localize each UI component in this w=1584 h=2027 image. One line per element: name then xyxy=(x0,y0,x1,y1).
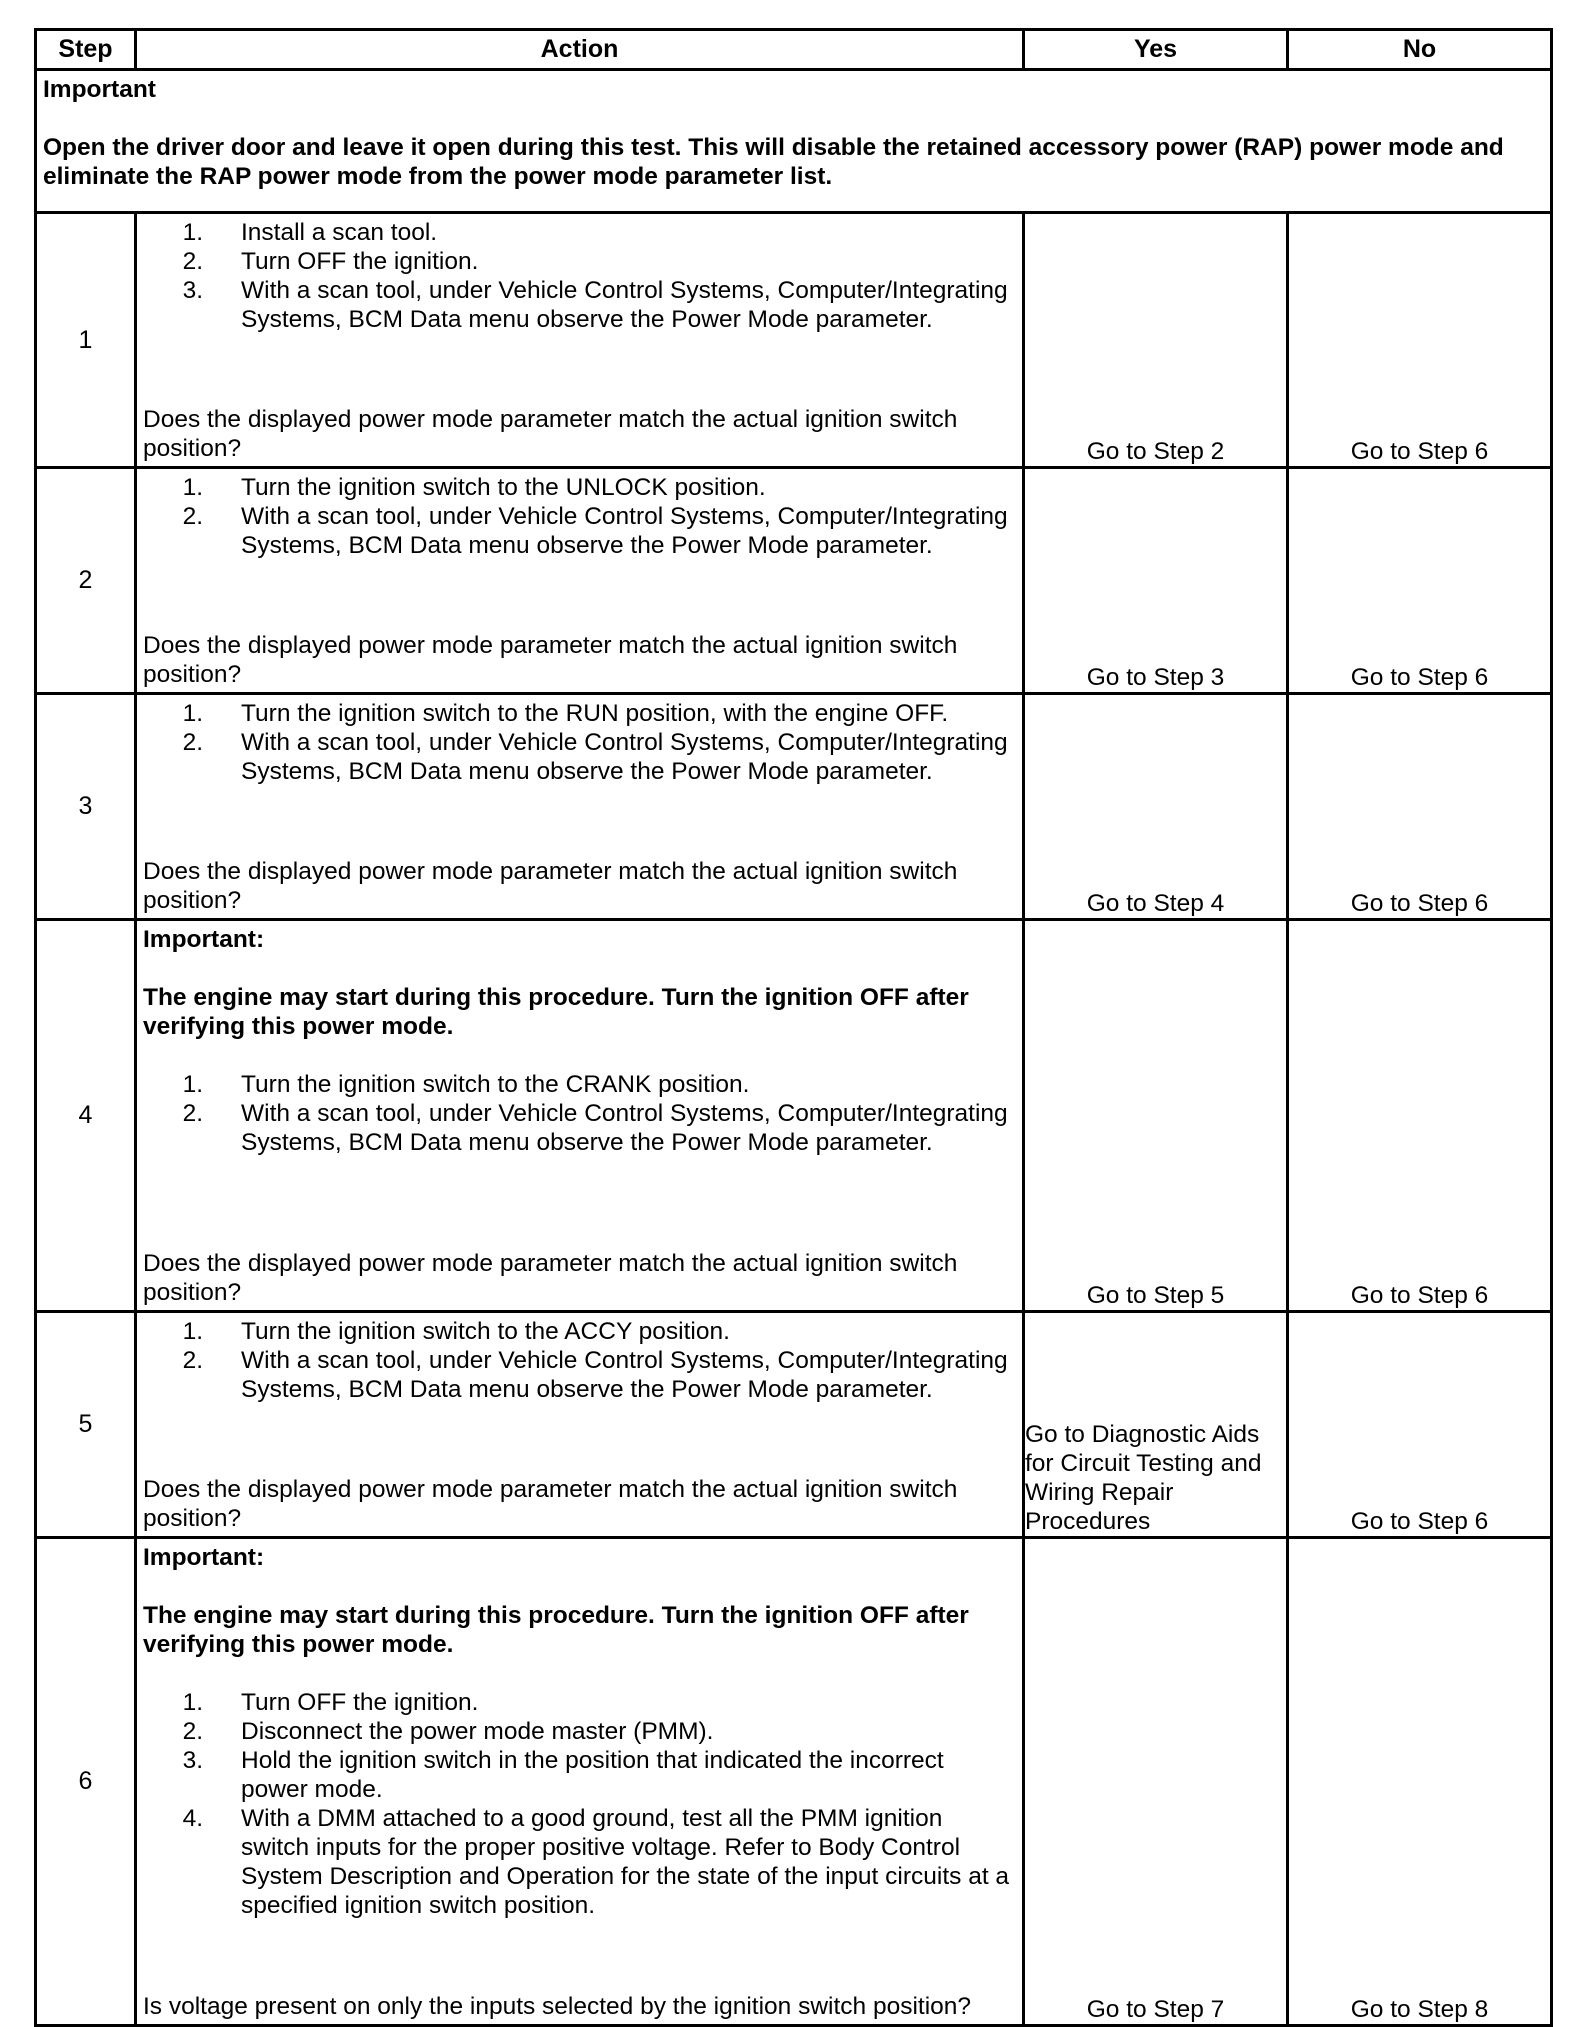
important-note xyxy=(143,925,1016,1041)
step-number: 6 xyxy=(36,1538,136,2026)
step-number: 4 xyxy=(36,920,136,1312)
header-yes: Yes xyxy=(1024,30,1288,70)
step-row xyxy=(36,1538,1552,2026)
no-result: Go to Step 6 xyxy=(1288,213,1552,468)
step-row xyxy=(36,920,1552,1312)
diagnostic-table xyxy=(34,28,1553,2027)
important-text: Open the driver door and leave it open during this test. This will disable the retained accessory power (RAP) power mode and eliminate the RAP power mode from the power mode parameter list. xyxy=(43,134,1504,190)
no-result: Go to Step 6 xyxy=(1288,1312,1552,1538)
step-number: 1 xyxy=(36,213,136,468)
list-item: 1. Turn the ignition switch to the ACCY position. xyxy=(182,1318,730,1345)
action-cell xyxy=(136,213,1024,468)
yes-result: Go to Step 4 xyxy=(1024,694,1288,920)
important-row xyxy=(36,70,1552,213)
question-text: Does the displayed power mode parameter match the actual ignition switch position? xyxy=(143,1250,958,1306)
question-text: Does the displayed power mode parameter match the actual ignition switch position? xyxy=(143,858,958,914)
step-row xyxy=(36,468,1552,694)
list-item: 2. Turn OFF the ignition. xyxy=(182,248,479,275)
action-cell xyxy=(136,468,1024,694)
header-action: Action xyxy=(136,30,1024,70)
yes-result: Go to Step 3 xyxy=(1024,468,1288,694)
step-row xyxy=(36,694,1552,920)
list-item: 4. With a DMM attached to a good ground, test all the PMM ignition switch inputs for the proper positive voltage. Refer to Body Control System Description and Operation for the state of the input circuits at a specified ignition switch position. xyxy=(182,1805,1010,1919)
action-list xyxy=(143,1317,1016,1404)
action-cell xyxy=(136,920,1024,1312)
list-item: 1. Turn OFF the ignition. xyxy=(182,1689,479,1716)
header-no: No xyxy=(1288,30,1552,70)
question-text: Is voltage present on only the inputs selected by the ignition switch position? xyxy=(143,1993,972,2020)
action-list xyxy=(143,218,1016,334)
list-item: 1. Turn the ignition switch to the UNLOCK position. xyxy=(182,474,766,501)
important-cell xyxy=(36,70,1552,213)
question-text: Does the displayed power mode parameter match the actual ignition switch position? xyxy=(143,1476,958,1532)
action-list xyxy=(143,699,1016,786)
list-item: 3. With a scan tool, under Vehicle Control Systems, Computer/Integrating Systems, BCM Data menu observe the Power Mode parameter. xyxy=(182,277,1008,333)
important-title: Important xyxy=(43,76,156,103)
important-note-title: Important: xyxy=(143,926,265,953)
header-row xyxy=(36,30,1552,70)
no-result: Go to Step 8 xyxy=(1288,1538,1552,2026)
list-item: 1. Turn the ignition switch to the CRANK position. xyxy=(182,1071,750,1098)
important-note-text: The engine may start during this procedure. Turn the ignition OFF after verifying this power mode. xyxy=(143,984,969,1040)
list-item: 2. With a scan tool, under Vehicle Control Systems, Computer/Integrating Systems, BCM Data menu observe the Power Mode parameter. xyxy=(182,1347,1008,1403)
yes-result: Go to Step 2 xyxy=(1024,213,1288,468)
yes-result: Go to Step 7 xyxy=(1024,1538,1288,2026)
action-cell xyxy=(136,694,1024,920)
list-item: 1. Install a scan tool. xyxy=(182,219,438,246)
important-note xyxy=(143,1543,1016,1659)
list-item: 2. With a scan tool, under Vehicle Control Systems, Computer/Integrating Systems, BCM Data menu observe the Power Mode parameter. xyxy=(182,729,1008,785)
action-cell xyxy=(136,1312,1024,1538)
step-row xyxy=(36,1312,1552,1538)
header-step: Step xyxy=(36,30,136,70)
important-note-text: The engine may start during this procedure. Turn the ignition OFF after verifying this power mode. xyxy=(143,1602,969,1658)
important-note-title: Important: xyxy=(143,1544,265,1571)
action-list xyxy=(143,1688,1016,1920)
list-item: 1. Turn the ignition switch to the RUN position, with the engine OFF. xyxy=(182,700,949,727)
question-text: Does the displayed power mode parameter match the actual ignition switch position? xyxy=(143,632,958,688)
list-item: 2. Disconnect the power mode master (PMM). xyxy=(182,1718,714,1745)
step-number: 3 xyxy=(36,694,136,920)
list-item: 3. Hold the ignition switch in the position that indicated the incorrect power mode. xyxy=(182,1747,944,1803)
yes-result: Go to Diagnostic Aids for Circuit Testing and Wiring Repair Procedures xyxy=(1024,1312,1288,1538)
no-result: Go to Step 6 xyxy=(1288,468,1552,694)
action-cell xyxy=(136,1538,1024,2026)
question-text: Does the displayed power mode parameter match the actual ignition switch position? xyxy=(143,406,958,462)
no-result: Go to Step 6 xyxy=(1288,920,1552,1312)
list-item: 2. With a scan tool, under Vehicle Control Systems, Computer/Integrating Systems, BCM Data menu observe the Power Mode parameter. xyxy=(182,503,1008,559)
step-number: 5 xyxy=(36,1312,136,1538)
action-list xyxy=(143,473,1016,560)
yes-result: Go to Step 5 xyxy=(1024,920,1288,1312)
step-number: 2 xyxy=(36,468,136,694)
no-result: Go to Step 6 xyxy=(1288,694,1552,920)
step-row xyxy=(36,213,1552,468)
action-list xyxy=(143,1070,1016,1157)
list-item: 2. With a scan tool, under Vehicle Control Systems, Computer/Integrating Systems, BCM Data menu observe the Power Mode parameter. xyxy=(182,1100,1008,1156)
